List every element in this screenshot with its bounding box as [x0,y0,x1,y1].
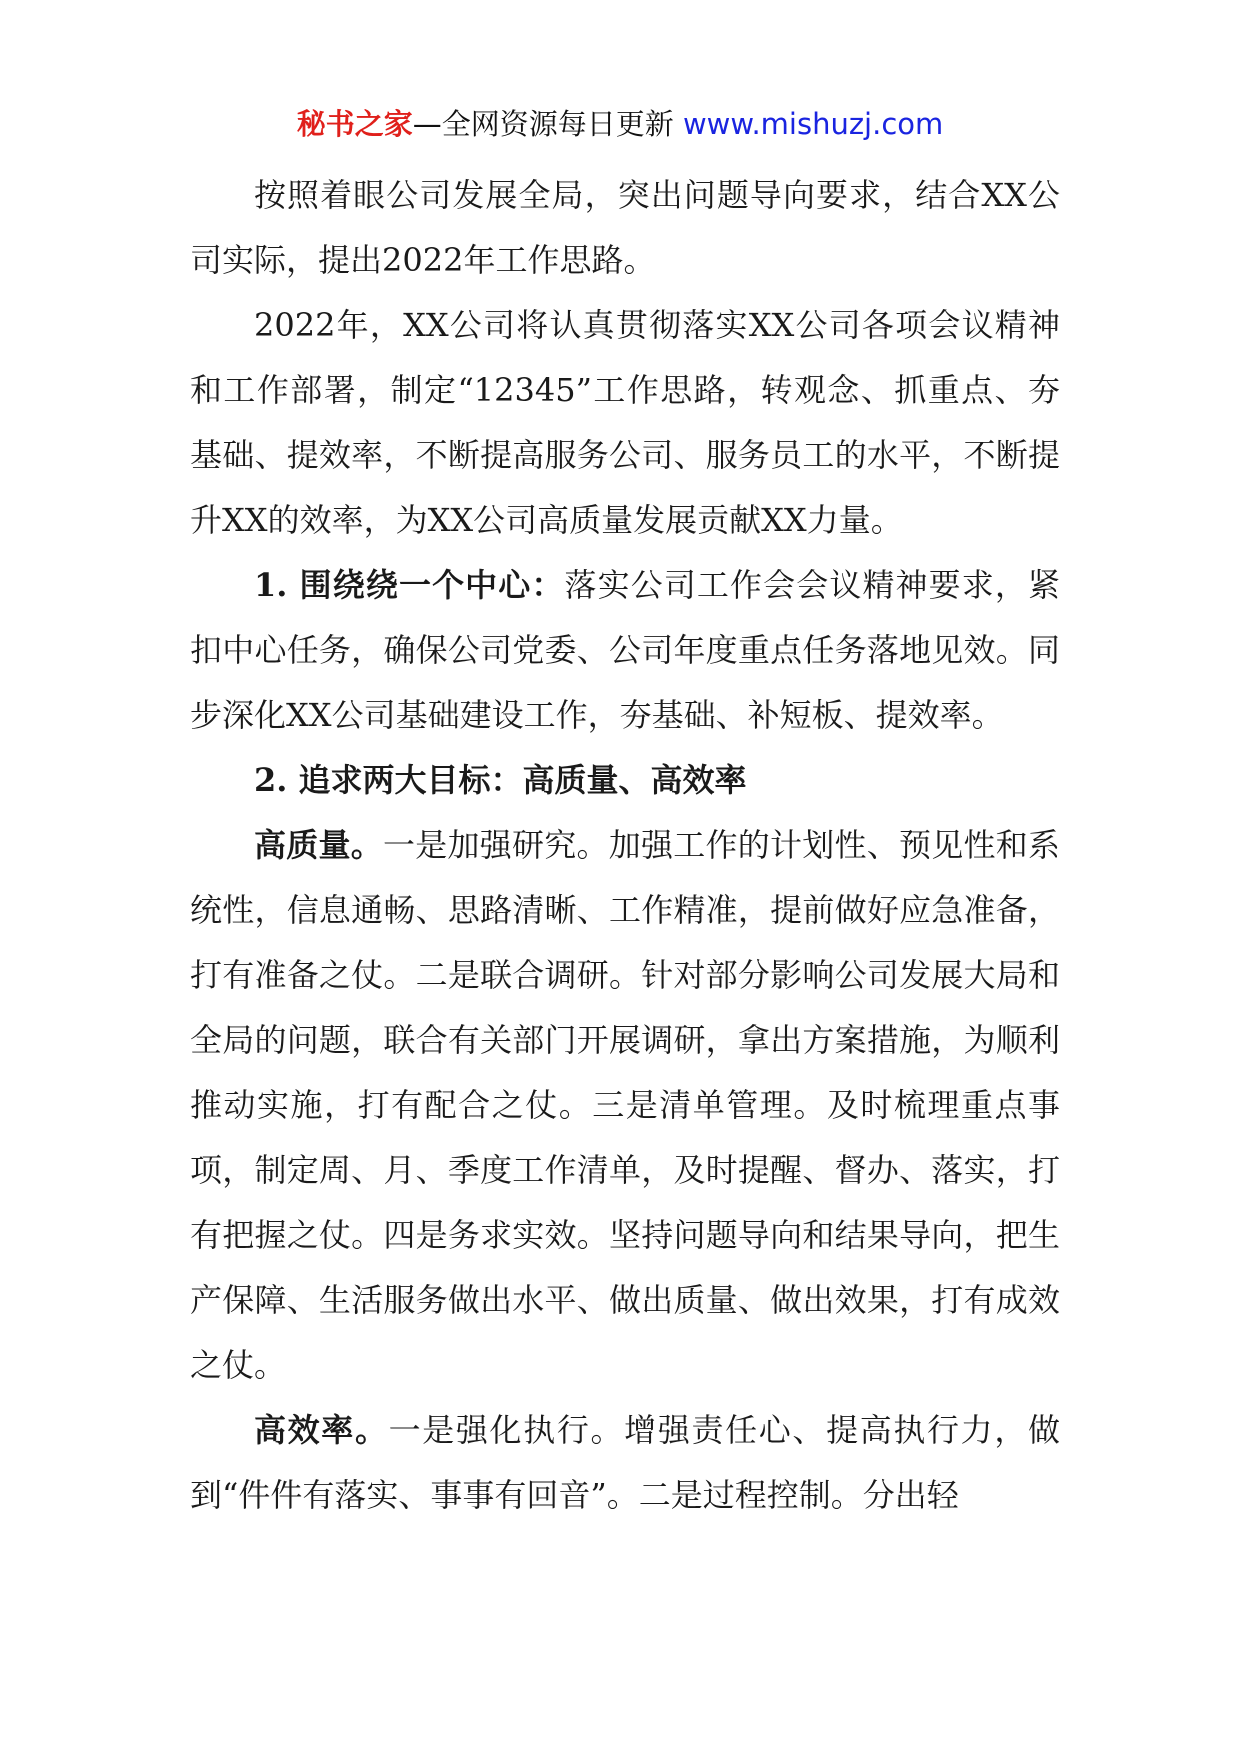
paragraph-heading: 高质量。 [254,826,383,864]
paragraph-text: 一是加强研究。加强工作的计划性、预见性和系统性，信息通畅、思路清晰、工作精准，提前做好应急准备，打有准备之仗。二是联合调研。针对部分影响公司发展大局和全局的问题，联合有关部门开展调研，拿出方案措施，为顺利推动实施，打有配合之仗。三是清单管理。及时梳理重点事项，制定周、月、季度工作清单，及时提醒、督办、落实，打有把握之仗。四是务求实效。坚持问题导向和结果导向，把生产保障、生活服务做出水平、做出质量、做出效果，打有成效之仗。 [190,826,1060,1384]
paragraph-overview [190,293,1060,553]
paragraph-heading: 高效率。 [254,1411,389,1449]
header-brand: 秘书之家 [296,107,413,141]
paragraph-text: 2022年，XX公司将认真贯彻落实XX公司各项会议精神和工作部署，制定“12345”工作思路，转观念、抓重点、夯基础、提效率，不断提高服务公司、服务员工的水平，不断提升XX的效率，为XX公司高质量发展贡献XX力量。 [190,306,1060,539]
header-url-link[interactable]: www.mishuzj.com [682,107,944,141]
document-body [190,163,1060,1528]
paragraph-two-goals [190,748,1060,813]
paragraph-one-center [190,553,1060,748]
paragraph-intro [190,163,1060,293]
page-header [0,104,1240,144]
paragraph-heading: 2. 追求两大目标：高质量、高效率 [254,761,747,799]
paragraph-high-quality [190,813,1060,1398]
paragraph-text: 一是强化执行。增强责任心、提高执行力，做到“件件有落实、事事有回音”。二是过程控制。分出轻 [190,1411,1060,1514]
header-slogan: —全网资源每日更新 [412,107,674,141]
paragraph-text: 按照着眼公司发展全局，突出问题导向要求，结合XX公司实际，提出2022年工作思路。 [190,176,1060,279]
paragraph-text: 落实公司工作会会议精神要求，紧扣中心任务，确保公司党委、公司年度重点任务落地见效。同步深化XX公司基础建设工作，夯基础、补短板、提效率。 [190,566,1060,734]
paragraph-heading: 1. 围绕绕一个中心： [254,566,565,604]
paragraph-high-efficiency [190,1398,1060,1528]
